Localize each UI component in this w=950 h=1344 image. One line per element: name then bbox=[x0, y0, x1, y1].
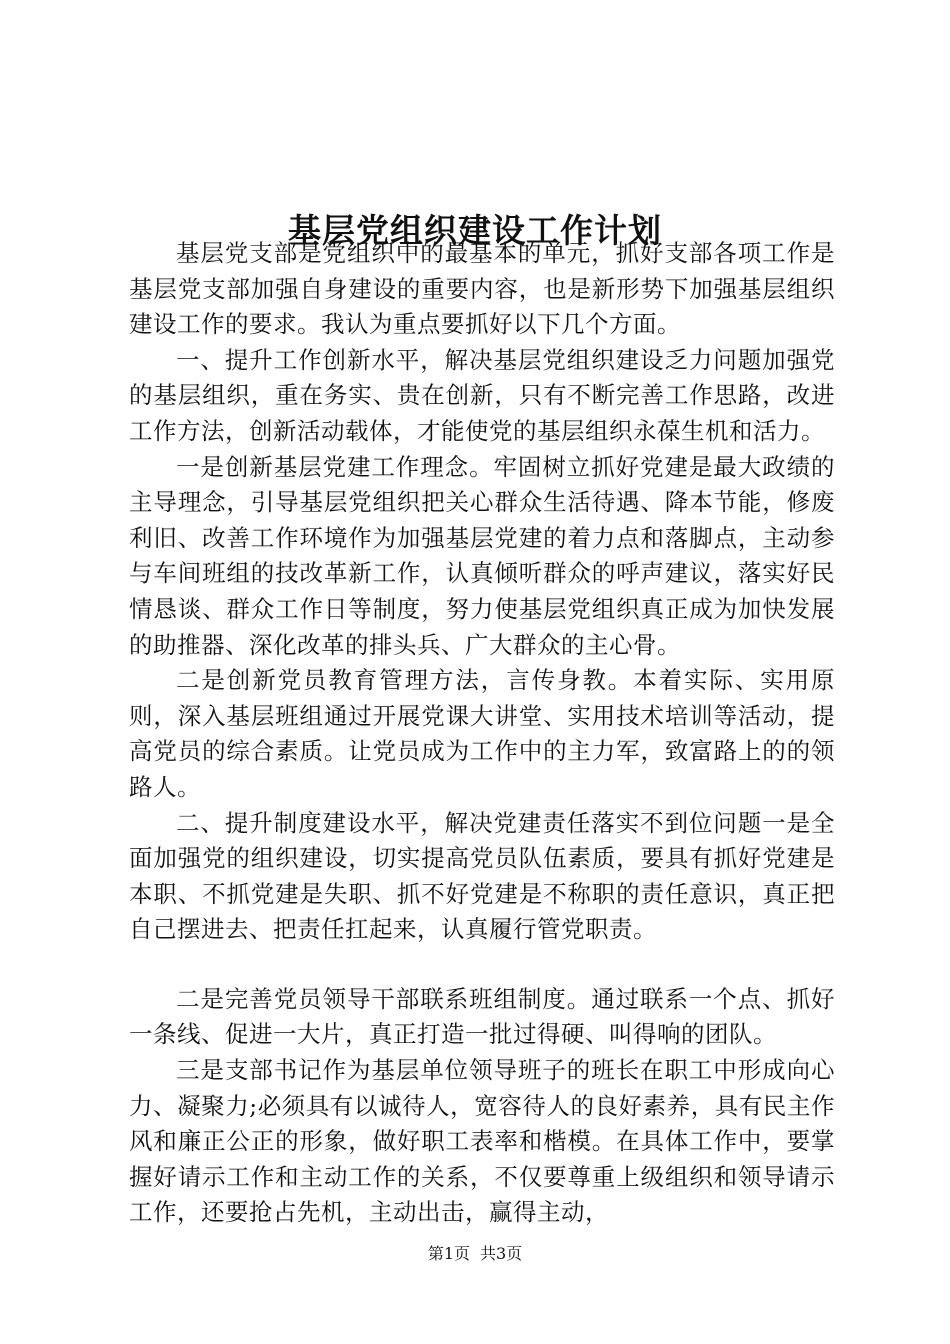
paragraph-section-1: 一、提升工作创新水平，解决基层党组织建设乏力问题加强党的基层组织，重在务实、贵在创新，只有不断完善工作思路，改进工作方法，创新活动载体，才能使党的基层组织永葆生机和活力。 bbox=[129, 345, 835, 445]
paragraph-section-2: 二、提升制度建设水平，解决党建责任落实不到位问题一是全面加强党的组织建设，切实提高党员队伍素质，要具有抓好党建是本职、不抓党建是失职、抓不好党建是不称职的责任意识，真正把自己摆进去、把责任扛起来，认真履行管党职责。 bbox=[129, 808, 835, 944]
page-footer bbox=[0, 1242, 950, 1266]
page-number: 第1页 bbox=[427, 1244, 470, 1263]
paragraph-item-2-3: 三是支部书记作为基层单位领导班子的班长在职工中形成向心力、凝聚力;必须具有以诚待人，宽容待人的良好素养，具有民主作风和廉正公正的形象，做好职工表率和楷模。在具体工作中，要掌握好请示工作和主动工作的关系，不仅要尊重上级组织和领导请示工作，还要抢占先机，主动出击，赢得主动， bbox=[129, 1056, 835, 1227]
paragraph-item-1-1: 一是创新基层党建工作理念。牢固树立抓好党建是最大政绩的主导理念，引导基层党组织把关心群众生活待遇、降本节能，修废利旧、改善工作环境作为加强基层党建的着力点和落脚点，主动参与车间班组的技改革新工作，认真倾听群众的呼声建议，落实好民情恳谈、群众工作日等制度，努力使基层党组织真正成为加快发展的助推器、深化改革的排头兵、广大群众的主心骨。 bbox=[129, 452, 835, 659]
paragraph-item-1-2: 二是创新党员教育管理方法，言传身教。本着实际、实用原则，深入基层班组通过开展党课大讲堂、实用技术培训等活动，提高党员的综合素质。让党员成为工作中的主力军，致富路上的的领路人。 bbox=[129, 666, 835, 801]
document-title: 基层党组织建设工作计划 bbox=[288, 211, 662, 251]
paragraph-intro: 基层党支部是党组织中的最基本的单元，抓好支部各项工作是基层党支部加强自身建设的重要内容，也是新形势下加强基层组织建设工作的要求。我认为重点要抓好以下几个方面。 bbox=[129, 239, 835, 339]
page-total: 共3页 bbox=[480, 1244, 523, 1263]
paragraph-item-2-2: 二是完善党员领导干部联系班组制度。通过联系一个点、抓好一条线、促进一大片，真正打造一批过得硬、叫得响的团队。 bbox=[129, 984, 835, 1049]
document-body bbox=[129, 236, 835, 1231]
